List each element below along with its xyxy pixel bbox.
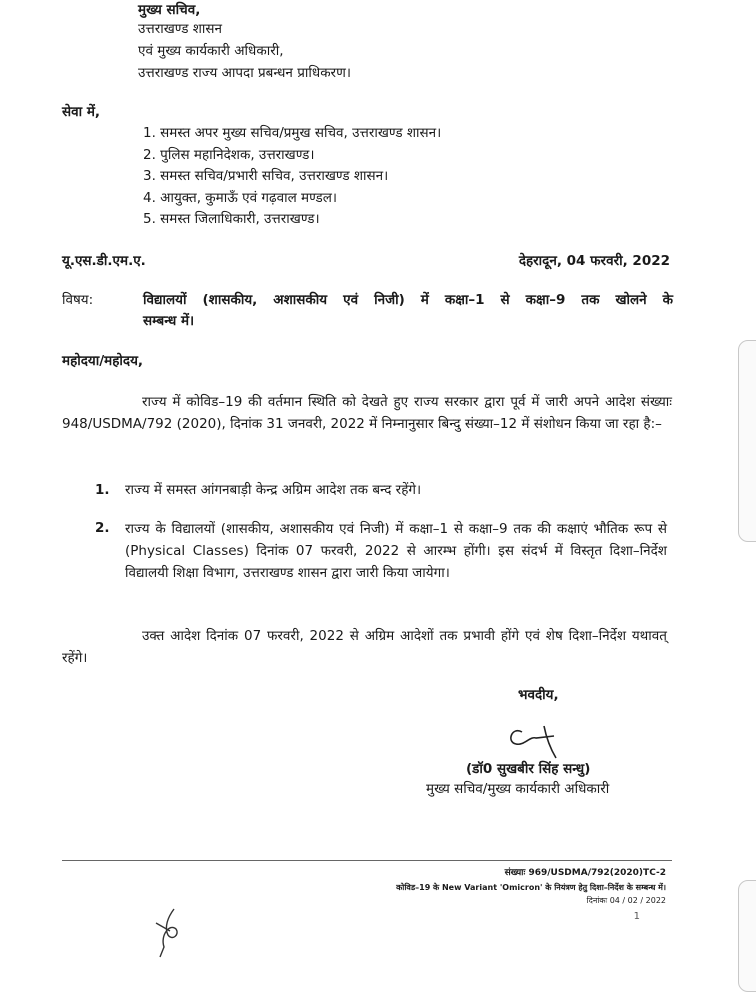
recipient-item: 2. पुलिस महानिदेशक, उत्तराखण्ड। [143, 147, 315, 163]
point-number: 1. [95, 482, 110, 498]
scroll-handle-upper[interactable] [738, 340, 756, 542]
subject-line-1: विद्यालयों (शासकीय, अशासकीय एवं निजी) में कक्षा–1 से कक्षा–9 तक खोलने के [143, 292, 673, 308]
subject-line-2: सम्बन्ध में। [143, 313, 195, 329]
place-date: देहरादून, 04 फरवरी, 2022 [518, 253, 670, 269]
recipient-item: 1. समस्त अपर मुख्य सचिव/प्रमुख सचिव, उत्तराखण्ड शासन। [143, 125, 442, 141]
recipient-item: 4. आयुक्त, कुमाऊँ एवं गढ़वाल मण्डल। [143, 190, 338, 206]
initials-mark [150, 905, 195, 960]
footer-number: संख्याः 969/USDMA/792(2020)TC-2 [504, 868, 666, 878]
recipients-heading: सेवा में, [62, 104, 101, 120]
sender-title: मुख्य सचिव, [138, 2, 201, 18]
reference-org: यू.एस.डी.एम.ए. [62, 253, 146, 269]
recipient-item: 5. समस्त जिलाधिकारी, उत्तराखण्ड। [143, 211, 320, 227]
signatory-designation: मुख्य सचिव/मुख्य कार्यकारी अधिकारी [426, 781, 610, 797]
salutation: महोदया/महोदय, [62, 353, 144, 369]
signatory-name: (डॉ0 सुखबीर सिंह सन्धु) [466, 761, 591, 777]
body-paragraph: राज्य में कोविड–19 की वर्तमान स्थिति को देखते हुए राज्य सरकार द्वारा पूर्व में जारी अपने आदेश संख्याः 948/USDMA/792 (2020), दिनांक 31 जनवरी, 2022 में निम्नानुसार बिन्दु संख्या–12 में संशोधन किया जा रहा है:– [62, 394, 672, 432]
sender-role: एवं मुख्य कार्यकारी अधिकारी, [138, 43, 284, 59]
footer-date: दिनांकः 04 / 02 / 2022 [586, 896, 666, 905]
page-number: 1 [633, 911, 640, 922]
closing-paragraph: उक्त आदेश दिनांक 07 फरवरी, 2022 से अग्रिम आदेशों तक प्रभावी होंगे एवं शेष दिशा–निर्देश यथावत् रहेंगे। [62, 628, 667, 666]
sender-authority: उत्तराखण्ड राज्य आपदा प्रबन्धन प्राधिकरण। [138, 65, 351, 81]
signature [500, 712, 580, 762]
scroll-handle-lower[interactable] [738, 880, 756, 992]
sender-government: उत्तराखण्ड शासन [138, 21, 223, 37]
footer-subject: कोविड–19 के New Variant 'Omicron' के नियंत्रण हेतु दिशा–निर्देश के सम्बन्ध में। [396, 883, 666, 892]
closing-word: भवदीय, [518, 687, 559, 703]
recipient-item: 3. समस्त सचिव/प्रभारी सचिव, उत्तराखण्ड शासन। [143, 168, 389, 184]
footer-divider [62, 860, 672, 861]
point-text: राज्य में समस्त आंगनबाड़ी केन्द्र अग्रिम आदेश तक बन्द रहेंगे। [125, 482, 422, 498]
point-text: राज्य के विद्यालयों (शासकीय, अशासकीय एवं निजी) में कक्षा–1 से कक्षा–9 तक की कक्षाएं भौतिक रूप से (Physical Classes) दिनांक 07 फरवरी, 2022 से आरम्भ होंगी। इस संदर्भ में विस्तृत दिशा–निर्देश विद्यालयी शिक्षा विभाग, उत्तराखण्ड शासन द्वारा जारी किया जायेगा। [125, 521, 667, 581]
subject-label: विषय: [62, 292, 94, 308]
point-number: 2. [95, 520, 110, 536]
